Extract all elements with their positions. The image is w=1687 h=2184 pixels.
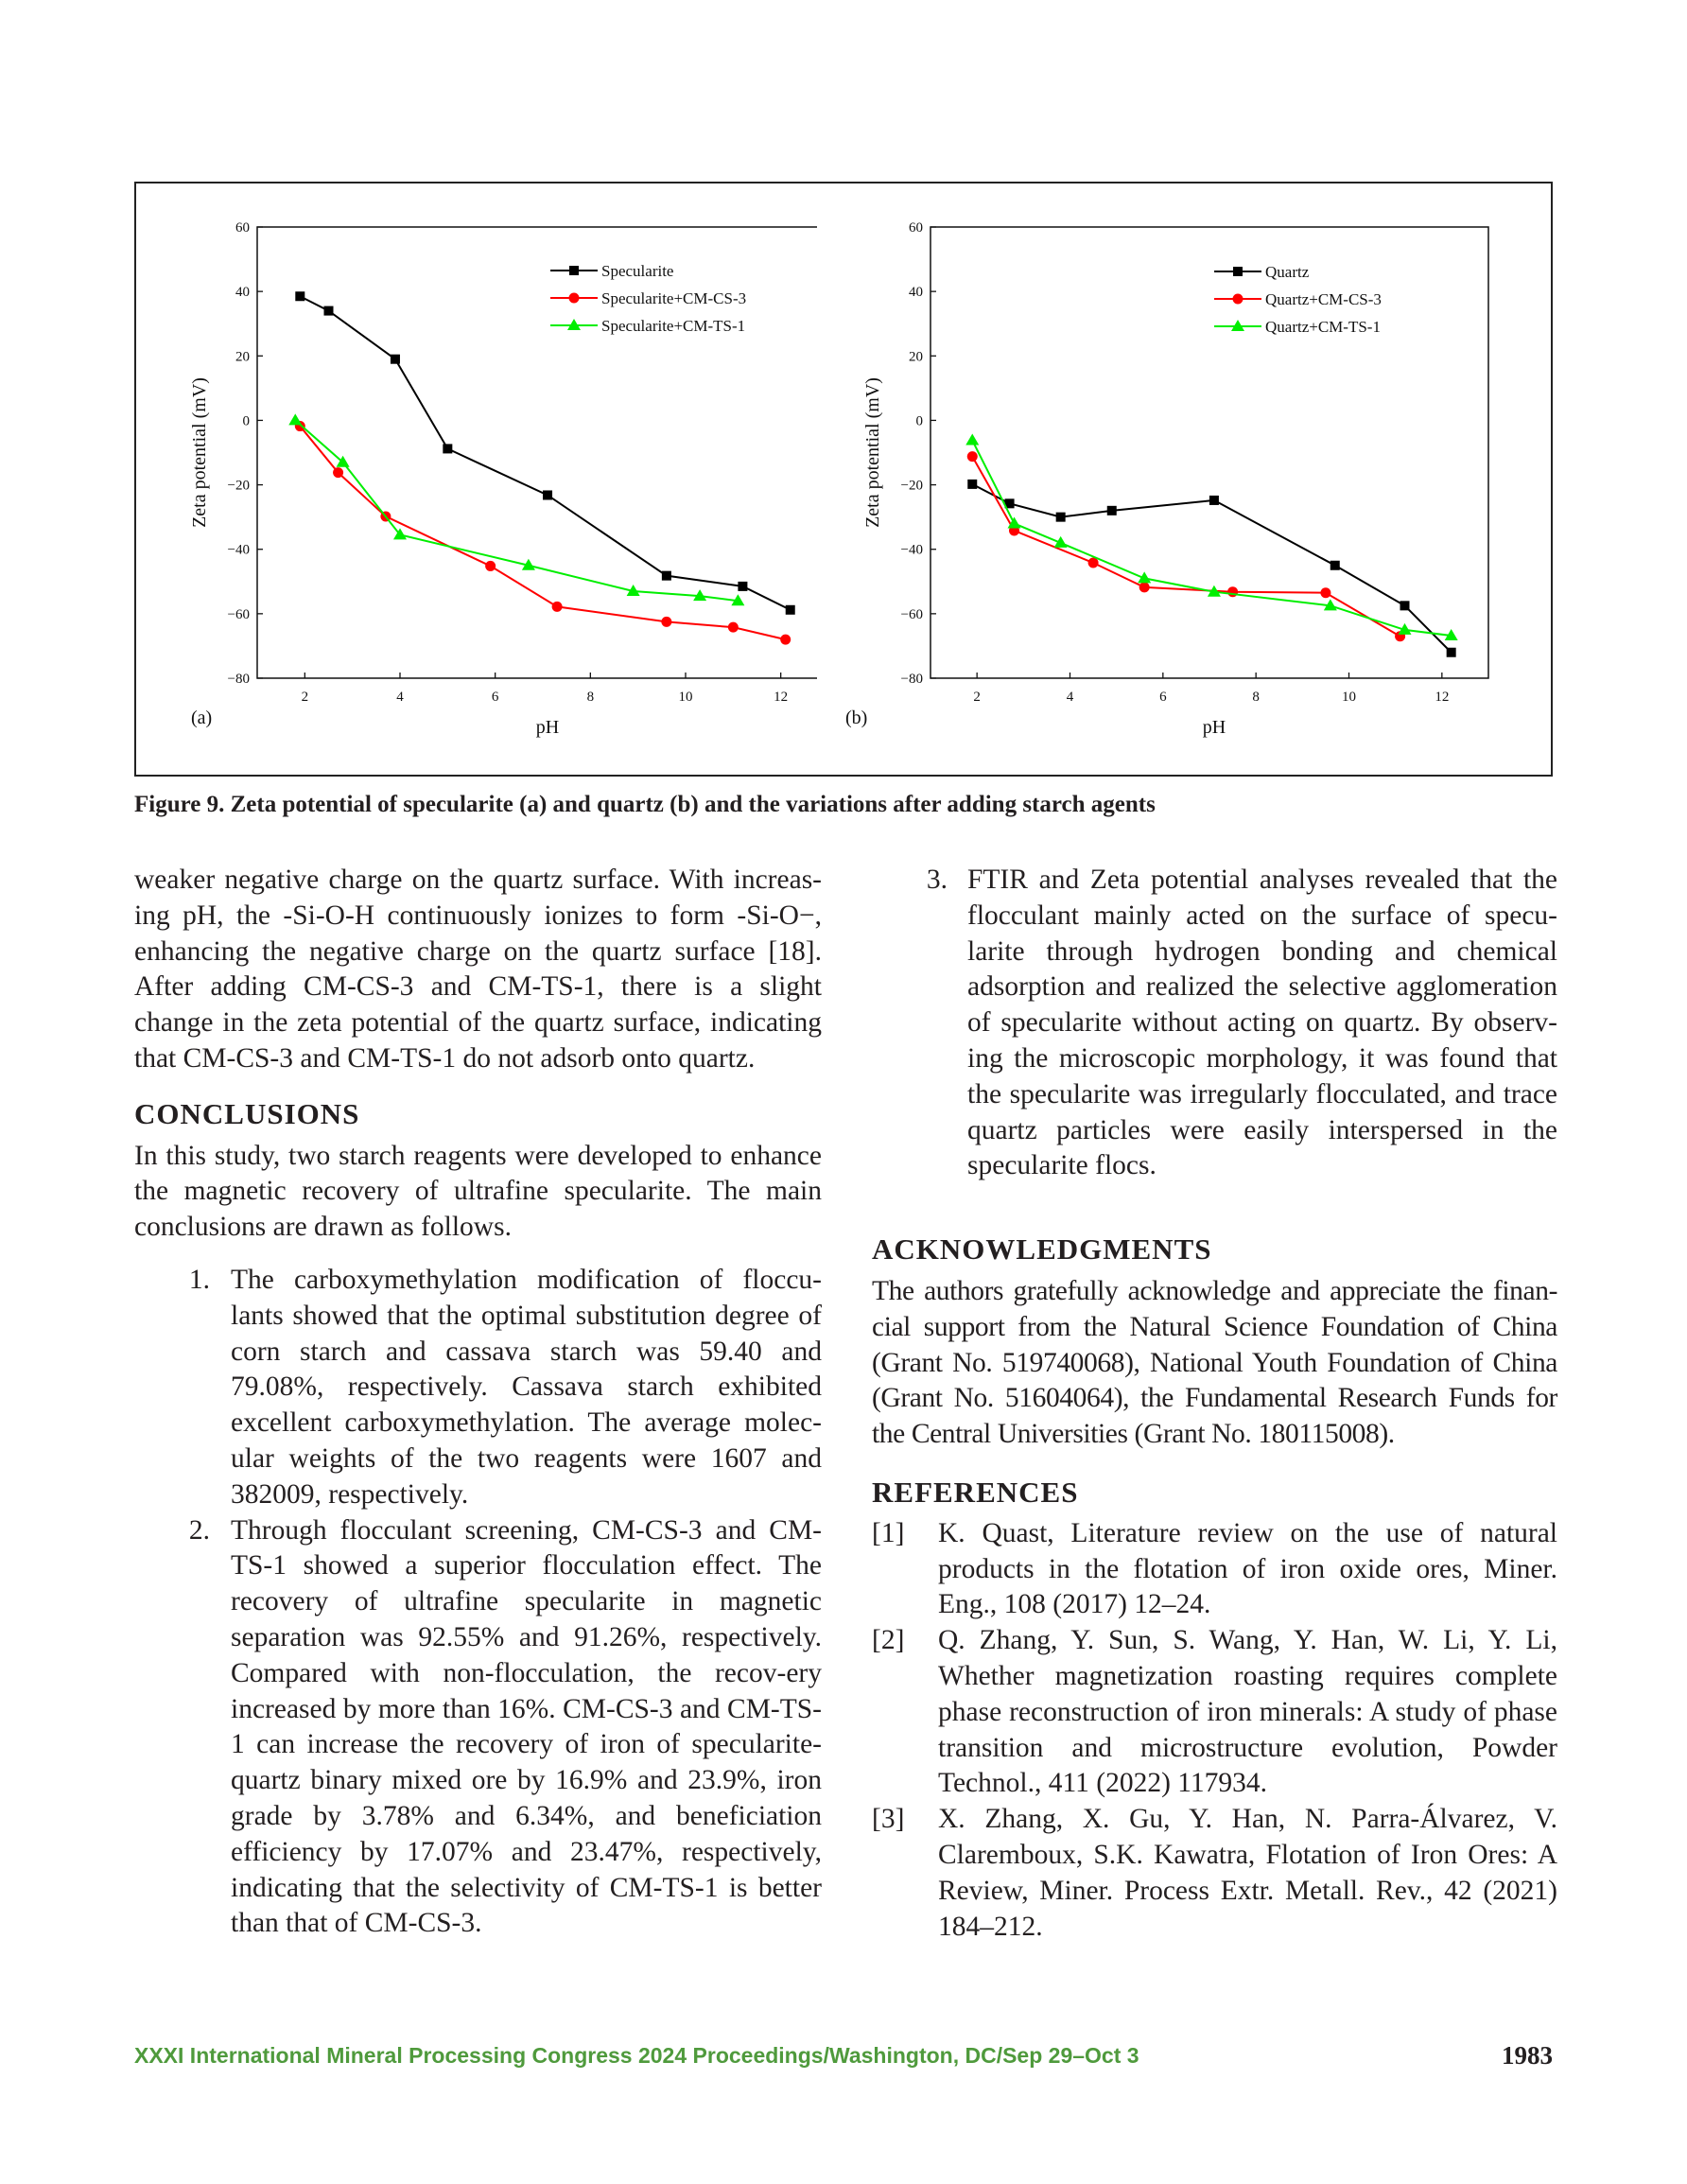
x-tick-label: 10	[1342, 690, 1356, 705]
data-point	[391, 355, 400, 364]
chart-b-quartz	[817, 183, 1517, 775]
y-tick-label: 60	[235, 220, 250, 236]
y-tick-label: −60	[900, 606, 923, 622]
reference-number: [1]	[872, 1517, 905, 1548]
legend-label: Quartz+CM-CS-3	[1265, 290, 1382, 308]
y-axis-label: Zeta potential (mV)	[862, 377, 883, 528]
y-tick-label: 40	[909, 285, 923, 301]
data-point	[543, 490, 552, 499]
x-tick-label: 10	[678, 690, 693, 705]
reference-item	[872, 1802, 1557, 1945]
conclusions-list	[134, 1263, 822, 1942]
acknowledgments-text: The authors gratefully acknowledge and appreciate the finan-cial support from the Natural Science Foundation of China (Grant No. 519740068), National Youth Foundation of China (Grant No. 51604064), the Fundamental Research Funds for the Central Universities (Grant No. 180115008).	[872, 1275, 1557, 1450]
data-point	[485, 561, 496, 571]
item-text: FTIR and Zeta potential analyses revealed that the flocculant mainly acted on the surface of specu-larite through hydrogen bonding and chemical adsorption and realized the selective agglomeration of specularite without acting on quartz. By observ-ing the microscopic morphology, it was found that the specularite was irregularly flocculated, and trace quartz particles were easily interspersed in the specularite flocs.	[967, 865, 1557, 1181]
x-tick-label: 12	[774, 690, 789, 705]
data-point	[288, 413, 302, 425]
legend-label: Specularite+CM-CS-3	[601, 289, 747, 307]
item-text: Through flocculant screening, CM-CS-3 and CM-TS-1 showed a superior flocculation effect. The recovery of ultrafine specularite in magnetic separation was 92.55% and 91.26%, respectively. Compared with non-flocculation, the recov-ery increased by more than 16%. CM-CS-3 and CM-TS-1 can increase the recovery of iron of specularite-quartz binary mixed ore by 16.9% and 23.9%, iron grade by 3.78% and 6.34%, and beneficiation efficiency by 17.07% and 23.47%, respectively, indicating that the selectivity of CM-TS-1 is better than that of CM-CS-3.	[231, 1514, 822, 1939]
right-column	[872, 863, 1557, 1945]
x-tick-label: 4	[1066, 690, 1074, 705]
x-axis-label: pH	[1202, 717, 1226, 738]
item-number: 3.	[926, 865, 948, 895]
x-tick-label: 6	[491, 690, 499, 705]
data-point	[1320, 587, 1330, 598]
legend-marker	[569, 266, 579, 275]
data-point	[1227, 586, 1238, 597]
chart-a-specularite	[136, 183, 817, 775]
panel-label: (b)	[845, 708, 868, 728]
conclusion-item	[872, 863, 1557, 1184]
series-line	[300, 427, 785, 640]
y-tick-label: −80	[900, 672, 923, 687]
x-axis-label: pH	[535, 717, 560, 738]
y-tick-label: −40	[227, 542, 250, 558]
reference-text: X. Zhang, X. Gu, Y. Han, N. Parra-Álvarez, V. Claremboux, S.K. Kawatra, Flotation of Iron Ores: A Review, Miner. Process Extr. Metall. Rev., 42 (2021) 184–212.	[938, 1804, 1557, 1942]
y-tick-label: 20	[235, 349, 250, 365]
page-number: 1983	[1502, 2041, 1553, 2070]
data-point	[1330, 561, 1340, 570]
data-point	[1056, 513, 1066, 522]
footer-conference: XXXI International Mineral Processing Congress 2024 Proceedings/Washington, DC/Sep 29–Oct 3	[134, 2043, 1139, 2068]
y-tick-label: 20	[909, 349, 923, 365]
conclusion-item	[134, 1513, 822, 1943]
x-tick-label: 2	[973, 690, 981, 705]
data-point	[443, 444, 452, 453]
x-tick-label: 4	[396, 690, 404, 705]
legend-label: Specularite+CM-TS-1	[601, 317, 746, 335]
reference-text: Q. Zhang, Y. Sun, S. Wang, Y. Han, W. Li, Y. Li, Whether magnetization roasting requires complete phase reconstruction of iron minerals: A study of phase transition and microstructure evolution, Powder Technol., 411 (2022) 117934.	[938, 1625, 1557, 1799]
data-point	[967, 451, 978, 462]
plot-area	[930, 227, 1488, 678]
acknowledgments-heading: ACKNOWLEDGMENTS	[872, 1232, 1212, 1267]
y-tick-label: 0	[915, 413, 923, 429]
data-point	[662, 571, 671, 581]
figure-caption: Figure 9. Zeta potential of specularite (a) and quartz (b) and the variations after adding starch agents	[134, 792, 1156, 817]
references-list	[872, 1516, 1557, 1946]
legend-label: Quartz	[1265, 263, 1310, 281]
x-tick-label: 8	[586, 690, 595, 705]
reference-number: [3]	[872, 1804, 905, 1835]
data-point	[661, 617, 671, 627]
legend-marker	[569, 293, 580, 304]
y-tick-label: 60	[909, 220, 923, 236]
data-point	[1107, 506, 1117, 515]
data-point	[1139, 582, 1150, 592]
data-point	[324, 306, 334, 316]
legend-label: Quartz+CM-TS-1	[1265, 318, 1381, 336]
data-point	[786, 605, 795, 615]
series-line	[972, 484, 1451, 653]
intro-paragraph: weaker negative charge on the quartz surface. With increas-ing pH, the -Si-O-H continuously ionizes to form -Si-O−, enhancing the negative charge on the quartz surface [18]. After adding CM-CS-3 and CM-TS-1, there is a slight change in the zeta potential of the quartz surface, indicating that CM-CS-3 and CM-TS-1 do not adsorb onto quartz.	[134, 865, 822, 1074]
left-column	[134, 863, 822, 1942]
reference-item	[872, 1623, 1557, 1802]
data-point	[780, 635, 791, 645]
data-point	[552, 602, 563, 612]
item-number: 2.	[188, 1514, 210, 1546]
y-tick-label: 40	[235, 285, 250, 301]
y-tick-label: 0	[242, 413, 250, 429]
data-point	[295, 291, 304, 301]
data-point	[738, 582, 747, 591]
x-tick-label: 2	[301, 690, 309, 705]
data-point	[1400, 601, 1410, 610]
reference-number: [2]	[872, 1625, 905, 1656]
conclusions-intro: In this study, two starch reagents were developed to enhance the magnetic recovery of ultrafine specularite. The main conclusions are drawn as follows.	[134, 1140, 822, 1243]
series-line	[295, 420, 738, 601]
data-point	[333, 467, 343, 478]
y-tick-label: −20	[900, 478, 923, 494]
series-line	[972, 441, 1451, 636]
data-point	[965, 434, 979, 446]
y-axis-label: Zeta potential (mV)	[189, 377, 210, 528]
conclusions-heading: CONCLUSIONS	[134, 1096, 360, 1130]
item-text: The carboxymethylation modification of floccu-lants showed that the optimal substitution degree of corn starch and cassava starch was 59.40 and 79.08%, respectively. Cassava starch exhibited excellent carboxymethylation. The average molec-ular weights of the two reagents were 1607 and 382009, respectively.	[231, 1264, 822, 1510]
legend-marker	[1233, 294, 1244, 305]
x-tick-label: 8	[1252, 690, 1260, 705]
y-tick-label: −40	[900, 542, 923, 558]
item-number: 1.	[188, 1264, 210, 1295]
y-tick-label: −60	[227, 606, 250, 622]
y-tick-label: −20	[227, 478, 250, 494]
legend-label: Specularite	[601, 262, 674, 280]
reference-text: K. Quast, Literature review on the use of natural products in the flotation of iron oxide ores, Miner. Eng., 108 (2017) 12–24.	[938, 1517, 1557, 1620]
conclusion-item	[134, 1263, 822, 1513]
y-tick-label: −80	[227, 672, 250, 687]
data-point	[728, 622, 739, 633]
figure-9	[134, 182, 1553, 777]
data-point	[967, 480, 977, 489]
legend-marker	[1233, 267, 1243, 276]
data-point	[1447, 648, 1456, 657]
conclusions-list-continued	[872, 863, 1557, 1184]
reference-item	[872, 1516, 1557, 1623]
x-tick-label: 6	[1159, 690, 1167, 705]
series-line	[300, 296, 790, 610]
data-point	[1209, 496, 1219, 505]
references-heading: REFERENCES	[872, 1475, 1079, 1509]
panel-label: (a)	[191, 708, 213, 728]
x-tick-label: 12	[1435, 690, 1450, 705]
